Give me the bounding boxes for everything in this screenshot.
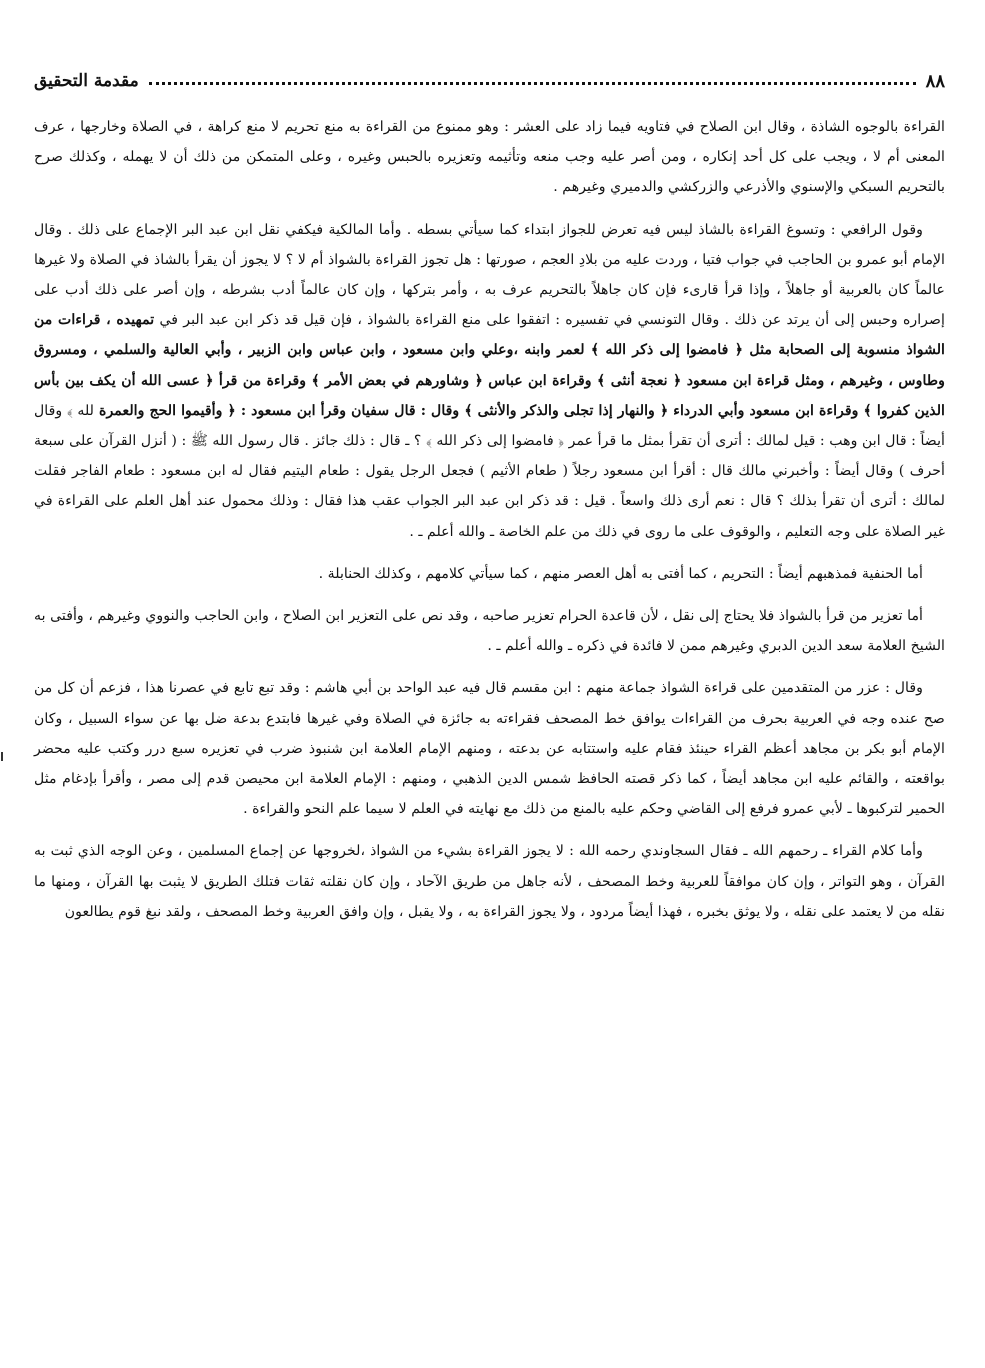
- text-line: لله ﴾ وقال أيضاً : قال ابن وهب : قيل لمالك : أترى أن تقرأ بمثل ما قرأ عمر ﴿ فامضوا إلى ذكر الله ﴾ ؟ ـ قال : ذلك: [34, 402, 945, 450]
- text-line: فإن كان جاهلاً بالتحريم عرف به ، وأمر بتركها ، وإن كان عالماً أدب بشرطه ، وإن أصر على ذلك أدب على إصراره: [34, 282, 945, 329]
- text-line: القراءة بالوجوه الشاذة ، وقال ابن الصلاح في فتاويه فيما زاد على العشر : وهو ممنوع من القراءة به منع تحريم لا منع: [241, 119, 945, 135]
- text-line: واستتابه عن بدعته ، ومنهم الإمام العلامة ابن شنبوذ ضرب في تعزيره سبع درر وكتب عليه محضر بواقعته ، والقائم عليه: [34, 740, 945, 788]
- text-line: وقول الرافعي : وتسوغ القراءة بالشاذ ليس فيه تعرض للجواز ابتداء كما سيأتي بسطه . وأما المالكية فيكفي نقل ابن: [228, 221, 923, 238]
- text-line: وأما كلام القراء ـ رحمهم الله ـ فقال السجاوندي رحمه الله : لا يجوز القراءة بشيء من الشواذ ،لخروجها عن إجماع: [244, 843, 923, 860]
- text-line: كراهة ، في الصلاة وخارجها ، عرف المعنى أم لا ، ويجب على كل أحد إنكاره ، ومن أصر عليه وجب منعه وتأثيمه وتعزيره: [34, 119, 945, 166]
- body-text: [34, 112, 945, 927]
- text-line: وقال : عزر من المتقدمين على قراءة الشواذ جماعة منهم : ابن مقسم قال فيه عبد الواحد بن أبي هاشم : وقد تبع: [253, 680, 923, 697]
- text-line: بالحبس وغيره ، وعلى المتمكن من ذلك أن لا يهمله ، وكذلك صرح بالتحريم السبكي والإسنوي والأذرعي والزركشي: [34, 149, 945, 196]
- paragraph-gap: [34, 547, 945, 559]
- text-line: وحبس إلى أن يرتد عن ذلك . وقال التونسي في تفسيره : اتفقوا على منع القراءة بالشواذ ، فإن قيل قد ذكر ابن عبد البر في: [154, 312, 898, 329]
- header-dotted-leader: [149, 82, 916, 85]
- text-line: عبد البر الإجماع على ذلك . وقال الإمام أبو عمرو بن الحاجب في جواب فتيا ، وردت عليه من بلادِ العجم ، صورتها :: [34, 221, 945, 268]
- text-line: في الصلاة وفي غيرها فابتدع بدعة ضل بها عن سواء السبيل ، وكان الإمام أبو بكر بن مجاهد أعظم القراء حينئذ فقام عليه: [34, 710, 945, 757]
- page-number: ٨٨: [925, 70, 945, 92]
- paragraph-3: [34, 559, 945, 589]
- paragraph-5: [34, 673, 945, 824]
- paragraph-gap: [34, 824, 945, 836]
- text-line: طريق الآحاد ، وإن كان نقلته ثقات فتلك الطريق لا يثبت بها القرآن ، ومنها ما نقله من لا يعتمد على نقله ، ولا يوثق: [34, 873, 945, 920]
- text-line: ابن مجاهد أيضاً ، كما ذكر قصته الحافظ شمس الدين الذهبي ، ومنهم : الإمام العلامة ابن محيصن قدم إلى مصر ، وأقرأ: [97, 771, 813, 788]
- text-line: عباس وابن الزبير ، وأبي العالية والسلمي ، ومسروق وطاوس ، وغيرهم ، ومثل قراءة ابن مسعود ﴿ نعجة أنثى ﴾: [34, 342, 945, 389]
- paragraph-6: [34, 836, 945, 927]
- header-title: مقدمة التحقيق: [34, 71, 139, 91]
- text-line: المسلمين ، وعن الوجه الذي ثبت به القرآن ، وهو التواتر ، وإن كان موافقاً للعربية وخط المصحف ، لأنه جاهل من: [34, 843, 945, 890]
- paragraph-gap: [34, 589, 945, 601]
- paragraph-4: [34, 601, 945, 661]
- text-line: أما الحنفية فمذهبهم أيضاً : التحريم ، كما أفتى به أهل العصر منهم ، كما سيأتي كلامهم ، وكذلك الحنابلة .: [318, 565, 923, 582]
- text-line: والدميري وغيرهم .: [553, 179, 664, 196]
- text-line: مسعود وأبي الدرداء ﴿ والنهار إذا تجلى والذكر والأنثى ﴾ وقال : قال سفيان وقرأ ابن مسعود : ﴿ وأقيموا الحج والعمرة: [93, 402, 791, 419]
- text-line: بخبره ، فهذا أيضاً مردود ، ولا يجوز القراءة به ، ولا يقبل ، وإن وافق العربية وخط المصحف ، ولقد نبغ قوم يطالعون: [64, 903, 729, 920]
- paragraph-gap: [34, 661, 945, 673]
- text-line: أما تعزير من قرأ بالشواذ فلا يحتاج إلى نقل ، لأن قاعدة الحرام تعزير صاحبه ، وقد نص على التعزير ابن الصلاح ،: [269, 608, 923, 625]
- paragraph-gap: [34, 203, 945, 215]
- text-line: وابن الحاجب والنووي وغيرهم ، وأفتى به الشيخ العلامة سعد الدين الدبري وغيرهم ممن لا فائدة في ذكره ـ والله أعلم ـ .: [34, 608, 945, 655]
- text-line: هل تجوز القراءة بالشواذ أم لا ؟ لا يجوز أن يقرأ بالشاذ في الصلاة ولا غيرها عالماً كان بالعربية أو جاهلاً ، وإذا قرأ قارىء: [34, 251, 946, 299]
- text-line: وقراءة ابن عباس ﴿ وشاورهم في بعض الأمر ﴾ وقراءة من قرأ ﴿ عسى الله أن يكف بين بأس الذين كفروا ﴾ وقراءة ابن: [34, 372, 945, 419]
- text-line: والقراءة .: [243, 801, 301, 818]
- text-line: جائز . قال رسول الله ﷺ : ( أنزل القرآن على سبعة أحرف ) وقال أيضاً : وأخبرني مالك قال : أقرأ ابن مسعود رجلاً: [34, 433, 945, 480]
- text-line: بإدغام مثل الحمير لتركبوها ـ لأبي عمرو فرفع إلى القاضي وحكم عليه بالمنع من ذلك مع نهايته في العلم لا سيما علم النحو: [34, 771, 945, 818]
- text-line: تابع في عصرنا هذا ، فزعم أن كل من صح عنده وجه في العربية بحرف من القراءات يوافق خط المصحف فقراءته به جائزة: [34, 680, 945, 727]
- running-header: [34, 66, 945, 96]
- paragraph-2: [34, 215, 945, 547]
- text-line: ( طعام الأثيم ) فجعل الرجل يقول : طعام اليتيم فقال له ابن مسعود : طعام الفاجر فقلت لمالك : أترى أن تقرأ بذلك ؟: [34, 463, 945, 510]
- scan-edge-mark: [1, 752, 3, 761]
- text-line: قال : نعم أرى ذلك واسعاً . قيل : قد ذكر ابن عبد البر الجواب عقب هذا فقال : وذلك محمول عند أهل العلم على: [99, 493, 772, 510]
- paragraph-1: [34, 112, 945, 203]
- text-line: تمهيده ، قراءات من الشواذ منسوبة إلى الصحابة مثل ﴿ فامضوا إلى ذكر الله ﴾ لعمر وابنه ،وعلي وابن مسعود ، وابن: [34, 312, 945, 359]
- text-line: القراءة في غير الصلاة على وجه التعليم ، والوقوف على ما روى في ذلك من علم الخاصة ـ والله أعلم ـ .: [34, 493, 945, 540]
